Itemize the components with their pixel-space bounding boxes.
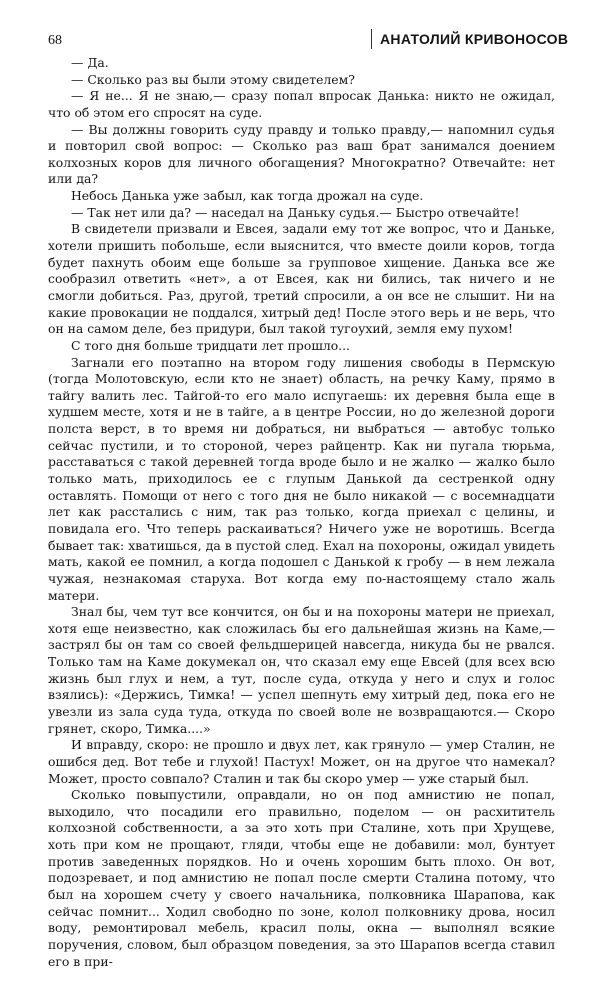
paragraph: — Сколько раз вы были этому свидетелем? — [71, 71, 355, 87]
paragraph: — Так нет или да? — наседал на Даньку судья.— Быстро отвечайте! — [71, 204, 520, 220]
paragraph: С того дня больше тридцати лет прошло... — [71, 337, 350, 353]
paragraph: Загнали его поэтапно на втором году лишения свободы в Пермскую (тогда Молотовскую, если кто не знает) область, на речку Каму, прямо в тайгу валить лес. Тайгой-то его мало испугаешь: их деревня была еще в худшем месте, хотя и не в тайге, а в центре России, но до железной дороги полста верст, в то время ни добраться, ни выбраться — автобус только сейчас пустили, и то стороной, через райцентр. Как ни пугала тюрьма, расставаться с такой деревней тогда вроде было и не жалко — жалко было только мать, приходилось ее с глупым Данькой да сестренкой одну оставлять. Помощи от него с того дня не было никакой — с восемнадцати лет как расстались с ним, так раз только, когда приехал с целины, и повидала его. Что теперь раскаиваться? Ничего уже не воротишь. Всегда бывает так: хватишься, да в пустой след. Ехал на похороны, ожидал увидеть мать, какой ее помнил, а когда подошел с Данькой к гробу — в нем лежала чужая, незнакомая старуха. Вот когда ему по-настоящему стало жаль матери. — [48, 354, 555, 603]
paragraph: В свидетели призвали и Евсея, задали ему тот же вопрос, что и Даньке, хотели пришить побольше, если выяснится, что вместе доили коров, тогда будет пахнуть обоим еще больше за групповое хищение. Данька все же сообразил ответить «нет», а от Евсея, как ни бились, так ничего и не смогли добиться. Раз, другой, третий спросили, а он все не слышит. Ни на какие провокации не поддался, хитрый дед! После этого верь и не верь, что он на самом деле, без придури, был такой тугоухий, земля ему пухом! — [48, 221, 555, 337]
paragraph: Сколько повыпустили, оправдали, но он под амнистию не попал, выходило, что посадили его правильно, поделом — он расхититель колхозной собственности, а за это хоть при Сталине, хоть при Хрущеве, хоть при ком не прощают, гляди, чтобы еще не добавили: мол, бунтует против заведенных порядков. Но и очень хорошим быть плохо. Он вот, подозревает, и под амнистию не попал после смерти Сталина потому, что был на хорошем счету у своего начальника, полковника Шарапова, как сейчас помнит... Ходил свободно по зоне, колол полковнику дрова, носил воду, ремонтировал мебель, красил полы, окна — выполнял всякие поручения, словом, был образцом поведения, за это Шарапов всегда ставил его в при- — [48, 787, 555, 969]
paragraph: — Я не... Я не знаю,— сразу попал впросак Данька: никто не ожидал, что об этом его спросят на суде. — [48, 88, 555, 120]
paragraph: — Вы должны говорить суду правду и только правду,— напомнил судья и повторил свой вопрос: — Сколько раз ваш брат занимался доением колхозных коров для личного обогащения? Многократно? Отвечайте: нет или да? — [48, 121, 555, 187]
paragraph: — Да. — [71, 55, 109, 70]
running-title: АНАТОЛИЙ КРИВОНОСОВ — [380, 31, 569, 47]
paragraph: И вправду, скоро: не прошло и двух лет, как грянуло — умер Сталин, не ошибся дед. Вот тебе и глухой! Пастух! Может, он на другое что намекал? Может, просто совпало? Сталин и так бы скоро умер — уже старый был. — [48, 737, 555, 786]
header-mark — [371, 29, 372, 49]
page-number: 68 — [48, 33, 62, 48]
body-text — [48, 55, 555, 970]
paragraph: Знал бы, чем тут все кончится, он бы и на похороны матери не приехал, хотя еще неизвестно, как сложилась бы его дальнейшая жизнь на Каме,— застрял бы он там со своей фельдшерицей навсегда, никуда бы не рвался. Только там на Каме докумекал он, что сказал ему еще Евсей (для всех всю жизнь был глух и нем, а тут, после суда, откуда у него и слух и голос взялись): «Держись, Тимка! — успел шепнуть ему хитрый дед, пока его не увезли из зала суда туда, откуда по своей воле не возвращаются.— Скоро грянет, скоро, Тимка....» — [48, 604, 555, 736]
paragraph: Небось Данька уже забыл, как тогда дрожал на суде. — [71, 188, 424, 204]
